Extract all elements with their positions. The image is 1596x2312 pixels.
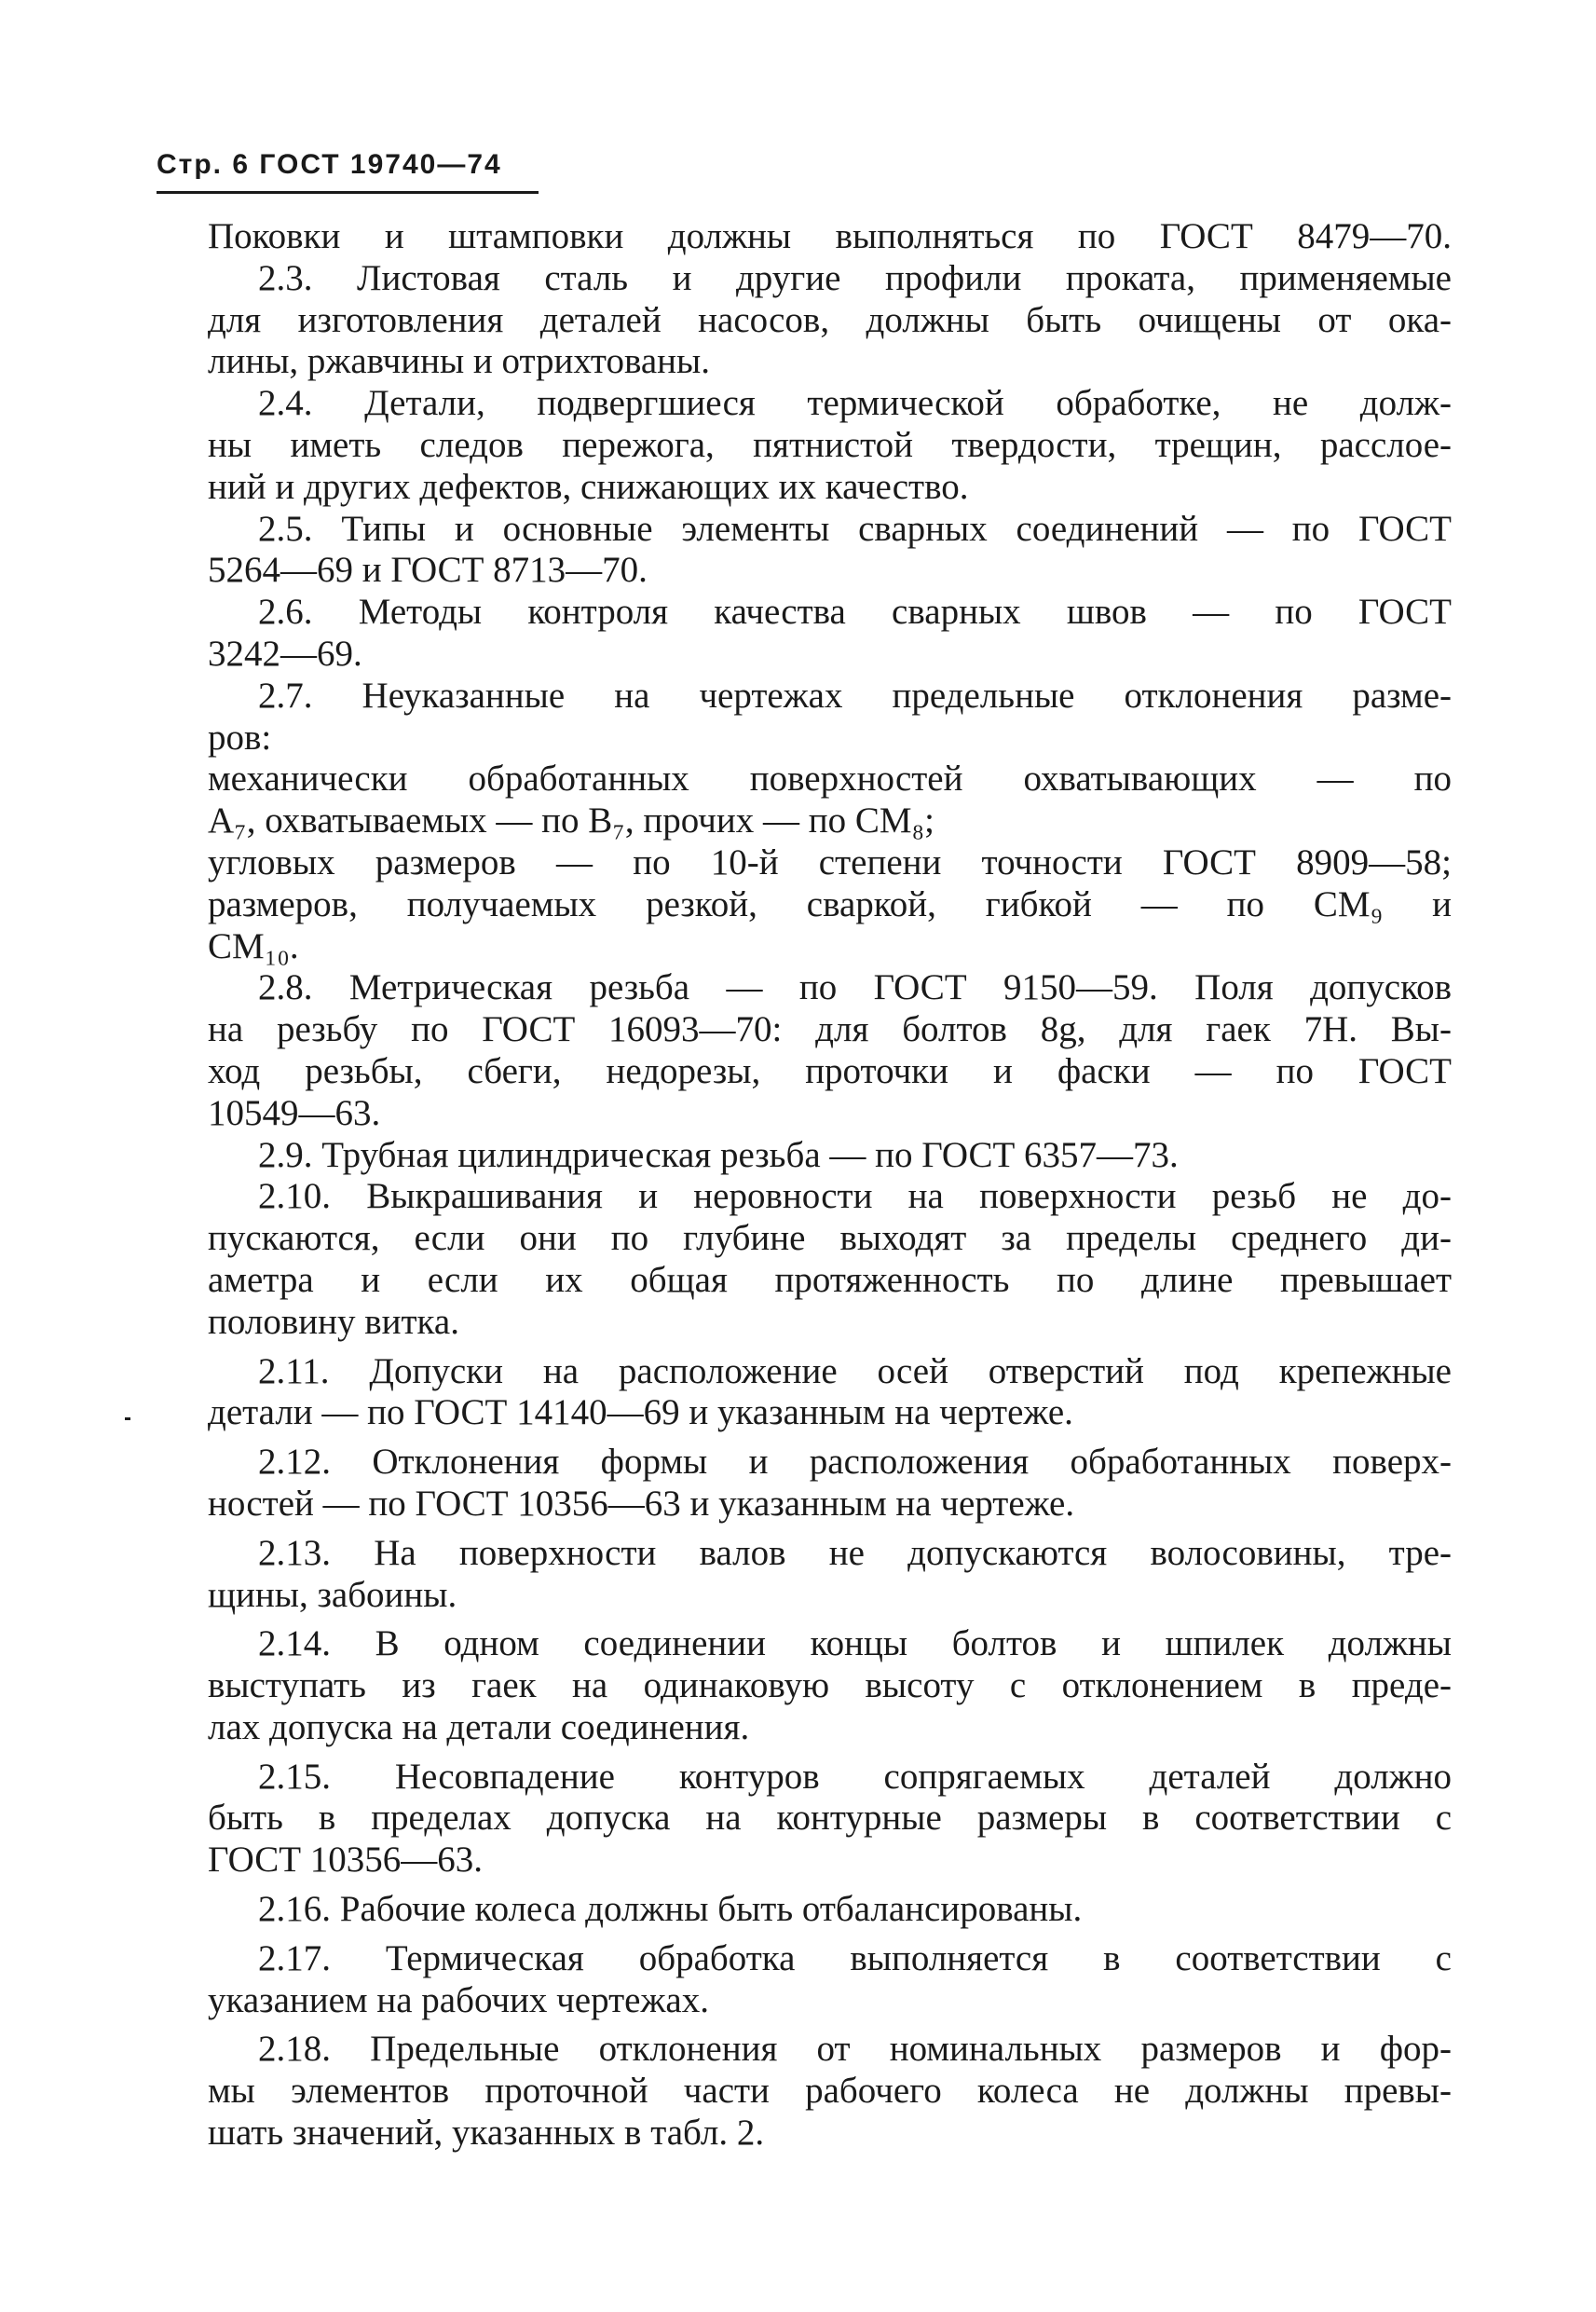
text-line: для изготовления деталей насосов, должны быть очищены от ока-: [208, 299, 1452, 340]
paragraph-2-13: [208, 1533, 1452, 1617]
text-line: 2.15. Несовпадение контуров сопрягаемых деталей должно: [258, 1756, 1452, 1797]
text-line: ход резьбы, сбеги, недорезы, проточки и фаски — по ГОСТ: [208, 1050, 1452, 1091]
text-line: 2.17. Термическая обработка выполняется в соответствии с: [258, 1937, 1452, 1978]
text-line: половину витка.: [208, 1301, 459, 1342]
text-line: ГОСТ 10356—63.: [208, 1840, 484, 1881]
paragraph-2-6: [208, 592, 1452, 676]
text-line: 2.13. На поверхности валов не допускаются волосовины, тре-: [258, 1532, 1452, 1573]
text-line: лины, ржавчины и отрихтованы.: [208, 341, 710, 382]
text-line: 2.10. Выкрашивания и неровности на поверхности резьб не до-: [258, 1176, 1452, 1217]
text-line: ний и других дефектов, снижающих их качество.: [208, 466, 969, 507]
paragraph-2-3: [208, 258, 1452, 383]
paragraph-2-5: [208, 509, 1452, 593]
text-line: 3242—69.: [208, 633, 362, 674]
text-line: быть в пределах допуска на контурные размеры в соответствии с: [208, 1798, 1452, 1839]
spacer: [208, 1749, 1452, 1757]
paragraph-angular-dimensions: [208, 842, 1452, 884]
text-line: CM₁₀.: [208, 925, 299, 966]
text-line: шать значений, указанных в табл. 2.: [208, 2113, 765, 2154]
text-line: 2.14. В одном соединении концы болтов и шпилек должны: [258, 1623, 1452, 1664]
text-line: 2.7. Неуказанные на чертежах предельные отклонения разме-: [258, 675, 1452, 716]
spacer: [208, 2021, 1452, 2029]
spacer: [208, 1931, 1452, 1938]
text-line: механически обработанных поверхностей охватывающих — по: [208, 759, 1452, 800]
text-line: угловых размеров — по 10-й степени точности ГОСТ 8909—58;: [208, 841, 1452, 882]
text-line: ров:: [208, 717, 272, 758]
spacer: [208, 1616, 1452, 1623]
paragraph-2-4: [208, 383, 1452, 508]
paragraph-2-10: [208, 1176, 1452, 1343]
paragraph-2-7: [208, 676, 1452, 759]
text-line: лах допуска на детали соединения.: [208, 1706, 750, 1747]
spacer: [208, 1525, 1452, 1533]
text-line: мы элементов проточной части рабочего колеса не должны превы-: [208, 2071, 1452, 2112]
text-line: 2.12. Отклонения формы и расположения обработанных поверх-: [258, 1442, 1452, 1483]
text-line: 2.11. Допуски на расположение осей отверстий под крепежные: [258, 1350, 1452, 1391]
text-line: 2.18. Предельные отклонения от номинальных размеров и фор-: [258, 2029, 1452, 2070]
paragraph-2-12: [208, 1442, 1452, 1525]
text-line: ны иметь следов пережога, пятнистой твердости, трещин, расслое-: [208, 424, 1452, 465]
spacer: [208, 1434, 1452, 1442]
document-body: [208, 216, 1452, 2155]
paragraph-machined-surfaces: [208, 759, 1452, 842]
text-line: A₇, охватываемых — по B₇, прочих — по CM₈;: [208, 800, 934, 841]
paragraph-2-8: [208, 967, 1452, 1134]
text-line: Поковки и штамповки должны выполняться по ГОСТ 8479—70.: [208, 216, 1452, 256]
paragraph-2-17: [208, 1938, 1452, 2022]
text-line: 10549—63.: [208, 1092, 381, 1133]
text-line: ностей — по ГОСТ 10356—63 и указанным на чертеже.: [208, 1483, 1075, 1524]
spacer: [208, 1344, 1452, 1351]
paragraph-2-14: [208, 1623, 1452, 1748]
paragraph-2-9: [208, 1135, 1452, 1177]
text-line: щины, забоины.: [208, 1574, 457, 1615]
paragraph-2-16: [208, 1889, 1452, 1931]
text-line: 2.8. Метрическая резьба — по ГОСТ 9150—59. Поля допусков: [258, 967, 1452, 1008]
text-line: 2.9. Трубная цилиндрическая резьба — по ГОСТ 6357—73.: [258, 1134, 1179, 1175]
header-rule: [157, 191, 539, 194]
margin-mark: [125, 1417, 130, 1420]
text-line: размеров, получаемых резкой, сваркой, гибкой — по CM₉ и: [208, 883, 1452, 924]
text-line: указанием на рабочих чертежах.: [208, 1979, 709, 2020]
paragraph-2-18: [208, 2029, 1452, 2154]
text-line: 2.16. Рабочие колеса должны быть отбалансированы.: [258, 1889, 1083, 1930]
text-line: 5264—69 и ГОСТ 8713—70.: [208, 550, 648, 591]
text-line: детали — по ГОСТ 14140—69 и указанным на чертеже.: [208, 1392, 1073, 1433]
paragraph-cut-dimensions: [208, 884, 1452, 968]
paragraph: [208, 216, 1452, 258]
text-line: пускаются, если они по глубине выходят за пределы среднего ди-: [208, 1218, 1452, 1259]
text-line: на резьбу по ГОСТ 16093—70: для болтов 8g, для гаек 7H. Вы-: [208, 1009, 1452, 1050]
paragraph-2-11: [208, 1351, 1452, 1435]
page-header: Стр. 6 ГОСТ 19740—74: [157, 149, 502, 180]
spacer: [208, 1881, 1452, 1889]
text-line: 2.3. Листовая сталь и другие профили проката, применяемые: [258, 257, 1452, 298]
text-line: выступать из гаек на одинаковую высоту с отклонением в преде-: [208, 1665, 1452, 1706]
text-line: 2.5. Типы и основные элементы сварных соединений — по ГОСТ: [258, 508, 1452, 549]
paragraph-2-15: [208, 1757, 1452, 1881]
text-line: 2.6. Методы контроля качества сварных швов — по ГОСТ: [258, 592, 1452, 633]
text-line: 2.4. Детали, подвергшиеся термической обработке, не долж-: [258, 383, 1452, 424]
text-line: аметра и если их общая протяженность по длине превышает: [208, 1259, 1452, 1300]
